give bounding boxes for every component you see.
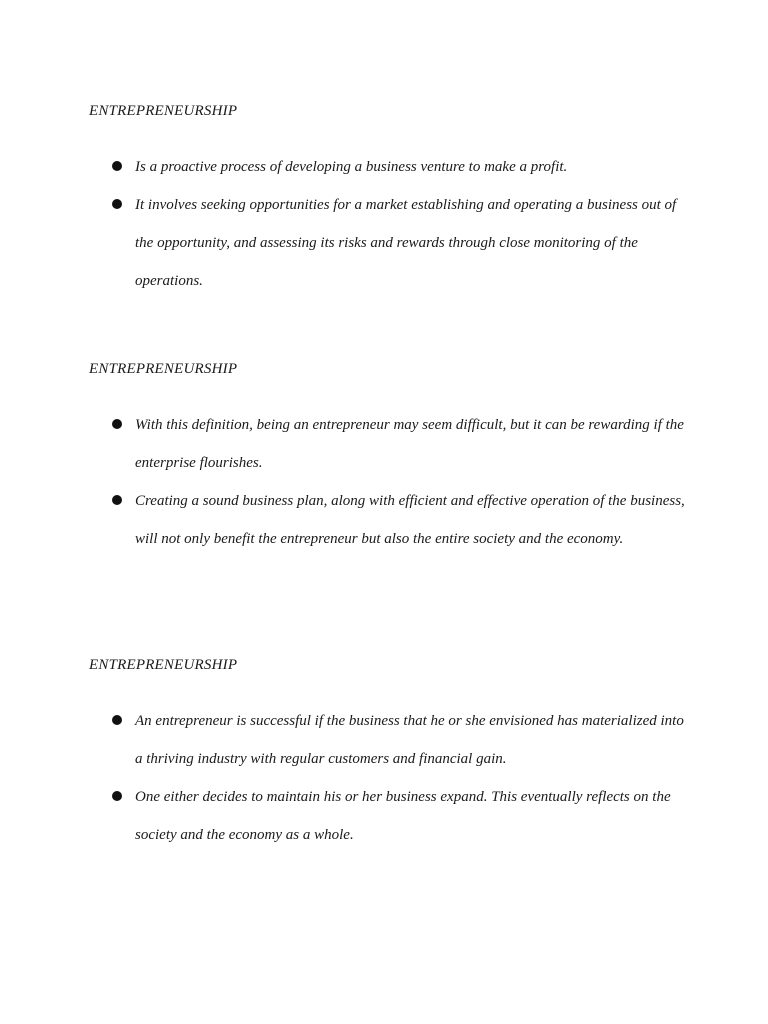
section-1	[89, 100, 709, 300]
list-item	[89, 702, 709, 778]
section-3	[89, 654, 709, 854]
bullet-text: Creating a sound business plan, along with efficient and effective operation of the business, will not only benefit the entrepreneur but also the entire society and the economy.	[135, 493, 685, 547]
list-item	[89, 186, 709, 300]
bullet-dot-icon	[112, 495, 122, 505]
bullet-text: It involves seeking opportunities for a market establishing and operating a business out of the opportunity, and assessing its risks and rewards through close monitoring of the operations.	[135, 197, 677, 289]
bullet-dot-icon	[112, 791, 122, 801]
bullet-text: With this definition, being an entrepreneur may seem difficult, but it can be rewarding if the enterprise flourishes.	[135, 417, 684, 471]
list-item	[89, 482, 709, 558]
bullet-text: One either decides to maintain his or her business expand. This eventually reflects on the society and the economy as a whole.	[135, 789, 671, 843]
bullet-dot-icon	[112, 715, 122, 725]
section-heading: ENTREPRENEURSHIP	[89, 103, 238, 119]
section-2	[89, 358, 709, 558]
list-item	[89, 148, 709, 186]
bullet-list	[89, 148, 709, 300]
section-heading: ENTREPRENEURSHIP	[89, 657, 238, 673]
list-item	[89, 778, 709, 854]
bullet-dot-icon	[112, 419, 122, 429]
list-item	[89, 406, 709, 482]
bullet-text: An entrepreneur is successful if the business that he or she envisioned has materialized into a thriving industry with regular customers and financial gain.	[135, 713, 684, 767]
bullet-list	[89, 702, 709, 854]
bullet-list	[89, 406, 709, 558]
bullet-dot-icon	[112, 161, 122, 171]
bullet-text: Is a proactive process of developing a business venture to make a profit.	[135, 159, 568, 175]
section-heading: ENTREPRENEURSHIP	[89, 361, 238, 377]
bullet-dot-icon	[112, 199, 122, 209]
